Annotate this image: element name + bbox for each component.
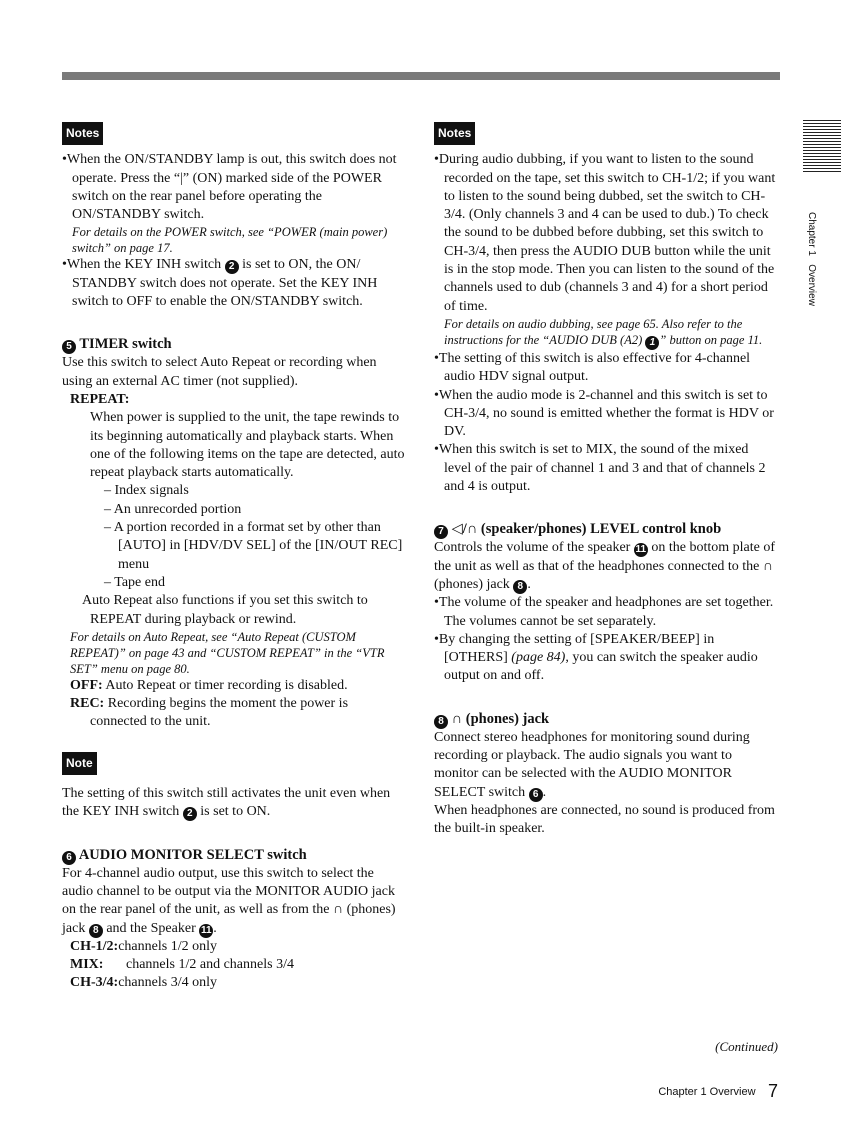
repeat-ref: For details on Auto Repeat, see “Auto Repeat (CUSTOM REPEAT)” on page 43 and “CUSTOM REPEAT” in the “VTR SET” menu on page 80. xyxy=(70,629,385,676)
dash-item: – Tape end xyxy=(104,574,165,590)
level-bullet: •The volume of the speaker and headphones are set together. The volumes cannot be set separately. xyxy=(434,595,774,629)
rec-item: REC: Recording begins the moment the power is connected to the unit. xyxy=(70,696,349,730)
header-rule xyxy=(62,72,780,80)
dash-item: – An unrecorded portion xyxy=(104,501,242,517)
note-ref: For details on audio dubbing, see page 65. Also refer to the instructions for the “AUDIO DUB (A2) 1 ” button on page 11. xyxy=(444,316,763,348)
left-column xyxy=(62,122,406,993)
level-description: Controls the volume of the speaker 11 on the bottom plate of the unit as well as that of the headphones connected to the ∩ (phones) jack 8 . xyxy=(434,540,775,592)
note-bullet: •When the audio mode is 2-channel and this switch is set to CH-3/4, no sound is emitted whether the format is HDV or DV. xyxy=(434,387,774,440)
callout-number: 6 xyxy=(529,788,543,802)
dash-item: – A portion recorded in a format set by other than [AUTO] in [HDV/DV SEL] of the [IN/OUT REC] menu xyxy=(104,520,403,572)
note-label: Note xyxy=(62,752,97,775)
chapter-thumb-tab xyxy=(803,120,841,306)
repeat-description: When power is supplied to the unit, the tape rewinds to its beginning automatically and playback starts. When one of the following items on the tape are detected, auto repeat playback starts automatically. xyxy=(90,410,405,481)
timer-description: Use this switch to select Auto Repeat or recording when using an external AC timer (not supplied). xyxy=(62,355,377,389)
repeat-label: REPEAT: xyxy=(70,391,130,407)
callout-number: 8 xyxy=(434,715,448,729)
jack-description: Connect stereo headphones for monitoring sound during recording or playback. The audio signals you want to monitor can be selected with the AUDIO MONITOR SELECT switch 6 . xyxy=(434,729,750,800)
level-bullet: •By changing the setting of [SPEAKER/BEEP] in [OTHERS] (page 84), you can switch the speaker audio output on and off. xyxy=(434,631,758,684)
callout-number: 8 xyxy=(513,580,527,594)
page-footer xyxy=(658,1081,778,1102)
channel-row: CH-3/4: channels 3/4 only xyxy=(70,975,217,991)
note-ref: For details on the POWER switch, see “POWER (main power) switch” on page 17. xyxy=(72,225,388,256)
channel-row: MIX: channels 1/2 and channels 3/4 xyxy=(70,957,294,973)
note-bullet: •The setting of this switch is also effective for 4-channel audio HDV signal output. xyxy=(434,350,751,385)
notes-label: Notes xyxy=(434,122,475,145)
notes-label: Notes xyxy=(62,122,103,145)
channel-row: CH-1/2: channels 1/2 only xyxy=(70,938,217,954)
dash-item: – Index signals xyxy=(104,483,189,499)
callout-number: 7 xyxy=(434,525,448,539)
right-column xyxy=(434,122,778,839)
note-bullet: •When the ON/STANDBY lamp is out, this switch does not operate. Press the “|” (ON) marked side of the POWER switch on the rear panel before operating the ON/STANDBY switch. xyxy=(62,152,397,223)
off-item: OFF: Auto Repeat or timer recording is disabled. xyxy=(70,677,348,693)
section-heading-level: 7 ◁/∩ (speaker/phones) LEVEL control knob xyxy=(434,520,778,539)
headphones-icon: ∩ xyxy=(762,558,774,574)
callout-number: 11 xyxy=(635,544,647,556)
callout-number: 2 xyxy=(183,807,197,821)
callout-number: 5 xyxy=(62,340,76,354)
page-number: 7 xyxy=(767,1081,778,1101)
headphones-icon: ∩ xyxy=(332,902,344,918)
audio-monitor-description: For 4-channel audio output, use this switch to select the audio channel to be output via the MONITOR AUDIO jack on the rear panel of the unit, as well as from the ∩ (phones) jack 8 and the Speaker 11 . xyxy=(62,865,396,936)
thumb-chapter-text: Chapter 1 Overview xyxy=(806,212,817,306)
callout-number: 1 xyxy=(645,336,659,350)
callout-number: 11 xyxy=(200,924,212,936)
note-bullet: •During audio dubbing, if you want to listen to the sound recorded on the tape, set this switch to CH-1/2; if you want to listen to the sound being dubbed, set the switch to CH-3/4. (Only channels 3 and 4 can be used to dub.) To check the sound to be dubbed before dubbing, set this switch to CH-3/4, then press the AUDIO DUB button while the unit is in the stop mode. Then you can listen to the sound of the channels used to dub (channels 3 and 4) for a short period of time. xyxy=(434,152,776,314)
note-text: The setting of this switch still activates the unit even when the KEY INH switch 2 is set to ON. xyxy=(62,786,391,820)
note-bullet: •When this switch is set to MIX, the sound of the mixed level of the pair of channel 1 and 3 and that of channels 2 and 4 is output. xyxy=(434,442,766,495)
thumb-lines xyxy=(803,120,841,174)
callout-number: 6 xyxy=(62,851,76,865)
jack-description-2: When headphones are connected, no sound is produced from the built-in speaker. xyxy=(434,802,775,837)
continued-label: (Continued) xyxy=(715,1039,778,1054)
callout-number: 8 xyxy=(89,924,103,938)
headphones-icon: ∩ xyxy=(451,710,463,727)
section-heading-audio-monitor: 6 AUDIO MONITOR SELECT switch xyxy=(62,846,406,865)
section-heading-phones-jack: 8 ∩ (phones) jack xyxy=(434,710,778,729)
headphones-icon: ∩ xyxy=(466,521,478,538)
footer-chapter: Chapter 1 Overview xyxy=(658,1086,756,1098)
repeat-also: Auto Repeat also functions if you set this switch to REPEAT during playback or rewind. xyxy=(82,593,368,627)
note-bullet: •When the KEY INH switch 2 is set to ON, the ON/ STANDBY switch does not operate. Set the KEY INH switch to OFF to enable the ON/STANDBY switch. xyxy=(62,257,378,310)
speaker-icon: ◁ xyxy=(451,521,463,538)
section-heading-timer: 5 TIMER switch xyxy=(62,335,406,354)
callout-number: 2 xyxy=(225,260,239,274)
